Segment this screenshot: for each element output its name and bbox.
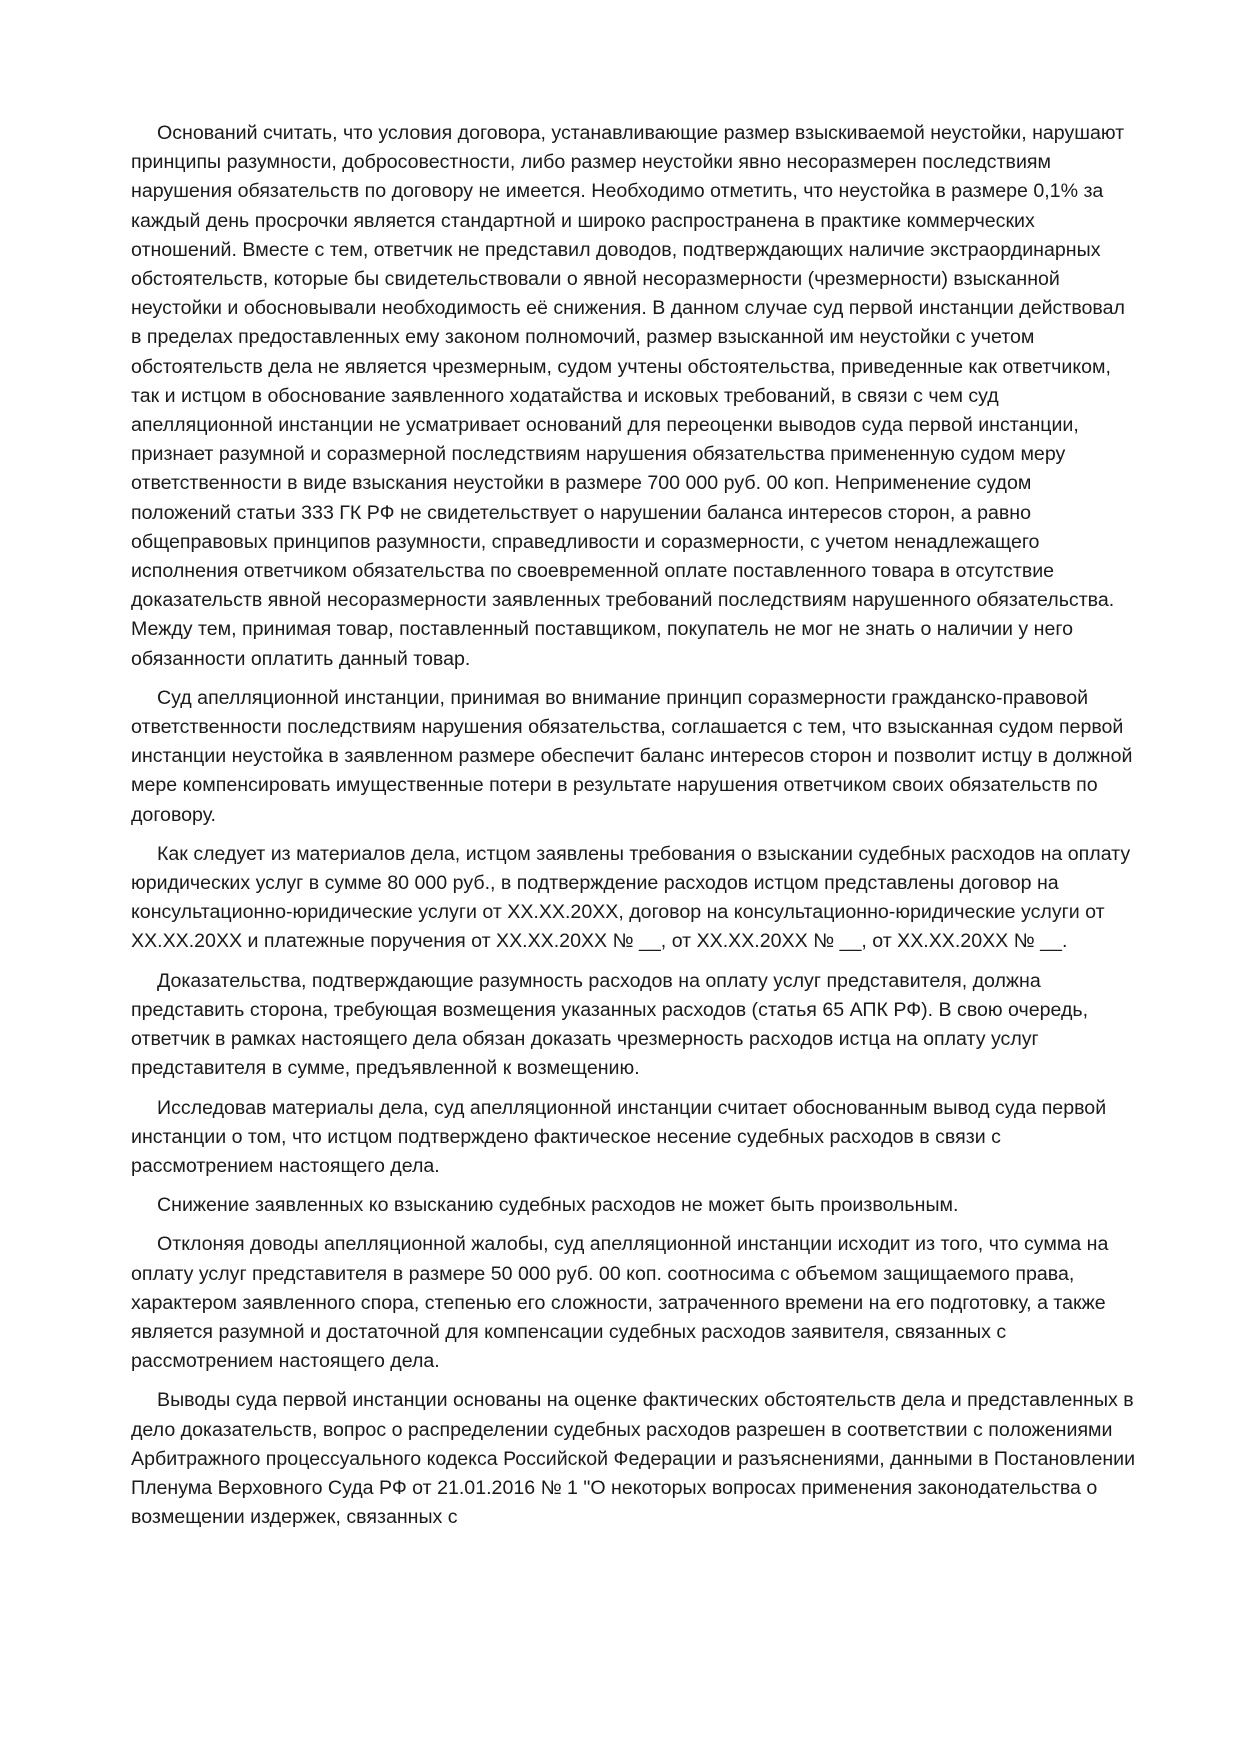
paragraph-penalty-balance: Суд апелляционной инстанции, принимая во внимание принцип соразмерности гражданско-правовой ответственности последствиям нарушения обязательства, соглашается с тем, что взысканная судом первой инстанции неустойка в заявленном размере обеспечит баланс интересов сторон и позволит истцу в должной мере компенсировать имущественные потери в результате нарушения ответчиком своих обязательств по договору. <box>131 686 1133 826</box>
paragraph-burden-of-proof: Доказательства, подтверждающие разумность расходов на оплату услуг представителя, должна представить сторона, требующая возмещения указанных расходов (статья 65 АПК РФ). В свою очередь, ответчик в рамках настоящего дела обязан доказать чрезмерность расходов истца на оплату услуг представителя в сумме, предъявленной к возмещению. <box>131 969 1089 1080</box>
paragraph-appeal-rejected: Отклоняя доводы апелляционной жалобы, суд апелляционной инстанции исходит из того, что сумма на оплату услуг представителя в размере 50 000 руб. 00 коп. соотносима с объемом защищаемого права, характером заявленного спора, степенью его сложности, затраченного времени на его подготовку, а также является разумной и достаточной для компенсации судебных расходов заявителя, связанных с рассмотрением настоящего дела. <box>131 1233 1109 1373</box>
paragraph-legal-expenses-claim: Как следует из материалов дела, истцом заявлены требования о взыскании судебных расходов на оплату юридических услуг в сумме 80 000 руб., в подтверждение расходов истцом представлены договор на консультационно-юридические услуги от XX.XX.20XX, договор на консультационно-юридические услуги от XX.XX.20XX и платежные поручения от XX.XX.20XX № __, от XX.XX.20XX № __, от XX.XX.20XX № __. <box>131 842 1131 953</box>
document-page <box>131 119 1136 1542</box>
paragraph-expenses-confirmed: Исследовав материалы дела, суд апелляционной инстанции считает обоснованным вывод суда первой инстанции о том, что истцом подтверждено фактическое несение судебных расходов в связи с рассмотрением настоящего дела. <box>131 1096 1107 1177</box>
paragraph-penalty-reasonableness: Оснований считать, что условия договора, устанавливающие размер взыскиваемой неустойки, нарушают принципы разумности, добросовестности, либо размер неустойки явно несоразмерен последствиям нарушения обязательств по договору не имеется. Необходимо отметить, что неустойка в размере 0,1% за каждый день просрочки является стандартной и широко распространена в практике коммерческих отношений. Вместе с тем, ответчик не представил доводов, подтверждающих наличие экстраординарных обстоятельств, которые бы свидетельствовали о явной несоразмерности (чрезмерности) взысканной неустойки и обосновывали необходимость её снижения. В данном случае суд первой инстанции действовал в пределах предоставленных ему законом полномочий, размер взысканной им неустойки с учетом обстоятельств дела не является чрезмерным, судом учтены обстоятельства, приведенные как ответчиком, так и истцом в обоснование заявленного ходатайства и исковых требований, в связи с чем суд апелляционной инстанции не усматривает оснований для переоценки выводов суда первой инстанции, признает разумной и соразмерной последствиям нарушения обязательства примененную судом меру ответственности в виде взыскания неустойки в размере 700 000 руб. 00 коп. Неприменение судом положений статьи 333 ГК РФ не свидетельствует о нарушении баланса интересов сторон, а равно общеправовых принципов разумности, справедливости и соразмерности, с учетом ненадлежащего исполнения ответчиком обязательства по своевременной оплате поставленного товара в отсутствие доказательств явной несоразмерности заявленных требований последствиям нарушенного обязательства. Между тем, принимая товар, поставленный поставщиком, покупатель не мог не знать о наличии у него обязанности оплатить данный товар. <box>131 122 1125 670</box>
paragraph-reduction-not-arbitrary: Снижение заявленных ко взысканию судебных расходов не может быть произвольным. <box>157 1194 959 1217</box>
paragraph-conclusions: Выводы суда первой инстанции основаны на оценке фактических обстоятельств дела и представленных в дело доказательств, вопрос о распределении судебных расходов разрешен в соответствии с положениями Арбитражного процессуального кодекса Российской Федерации и разъяснениями, данными в Постановлении Пленума Верховного Суда РФ от 21.01.2016 № 1 "О некоторых вопросах применения законодательства о возмещении издержек, связанных с <box>131 1389 1136 1529</box>
